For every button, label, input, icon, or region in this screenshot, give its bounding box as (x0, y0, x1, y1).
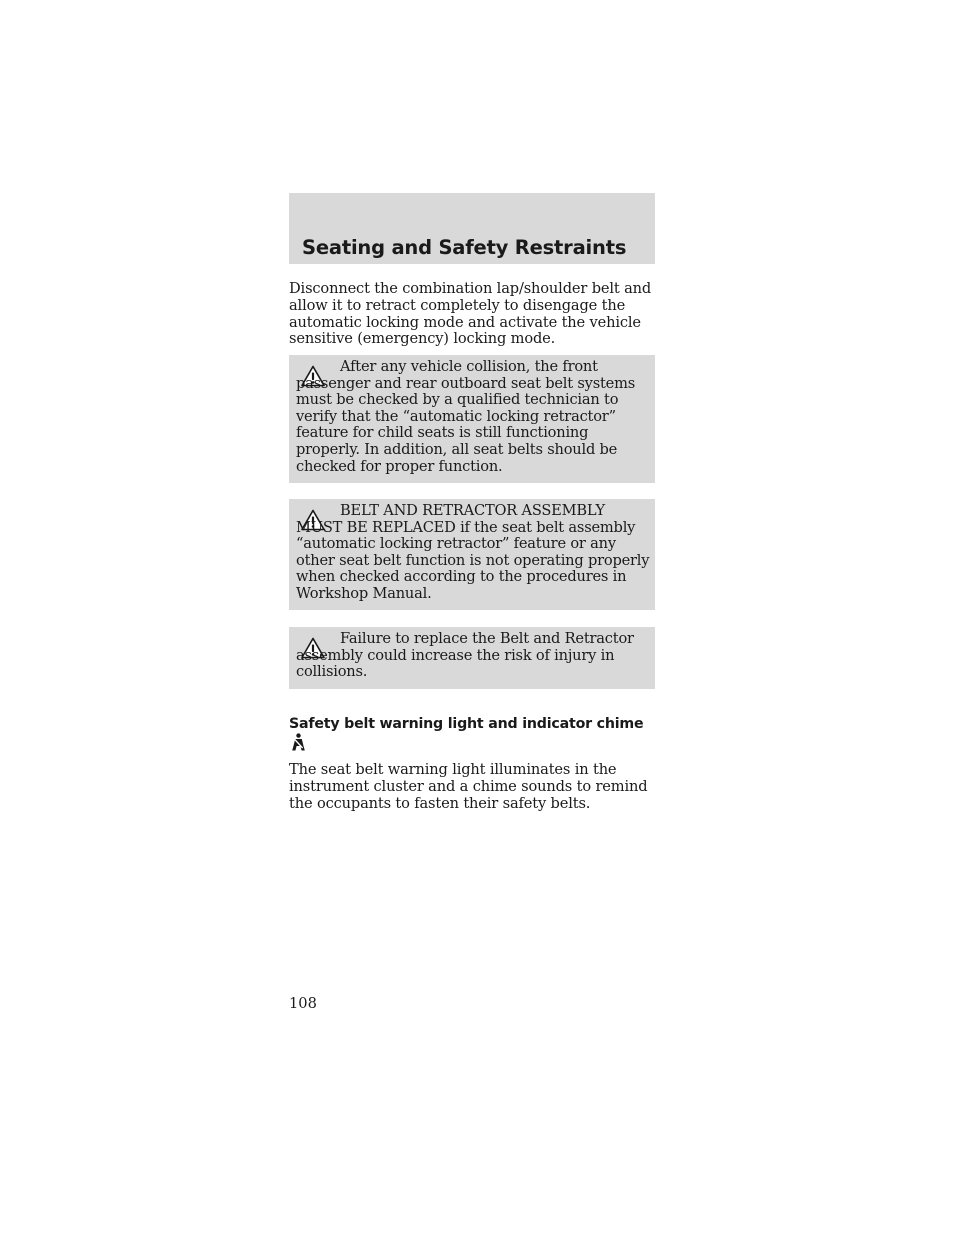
warning-box-injury-risk (289, 627, 655, 689)
section-paragraph: The seat belt warning light illuminates in the instrument cluster and a chime sounds to remind the occupants to fasten their safety belts. (289, 761, 648, 812)
section-heading-text: Safety belt warning light and indicator chime (289, 716, 644, 732)
page-title: Seating and Safety Restraints (302, 236, 627, 259)
warning-text: Failure to replace the Belt and Retractor assembly could increase the risk of injury in collisions. (296, 630, 634, 681)
page-number: 108 (289, 995, 317, 1012)
warning-text: BELT AND RETRACTOR ASSEMBLY MUST BE REPLACED if the seat belt assembly “automatic locking retractor” feature or any other seat belt function is not operating properly when checked according to the procedures in Workshop Manual. (296, 502, 650, 602)
warning-text: After any vehicle collision, the front passenger and rear outboard seat belt systems must be checked by a qualified technician to verify that the “automatic locking retractor” feature for child seats is still functioning properly. In addition, all seat belts should be checked for proper function. (296, 358, 636, 475)
warning-box-collision-check (289, 355, 655, 483)
warning-box-replace-assembly (289, 499, 655, 610)
seatbelt-person-icon (291, 733, 306, 751)
intro-paragraph: Disconnect the combination lap/shoulder belt and allow it to retract completely to disengage the automatic locking mode and activate the vehicle sensitive (emergency) locking mode. (289, 280, 652, 348)
section-heading (289, 715, 655, 753)
